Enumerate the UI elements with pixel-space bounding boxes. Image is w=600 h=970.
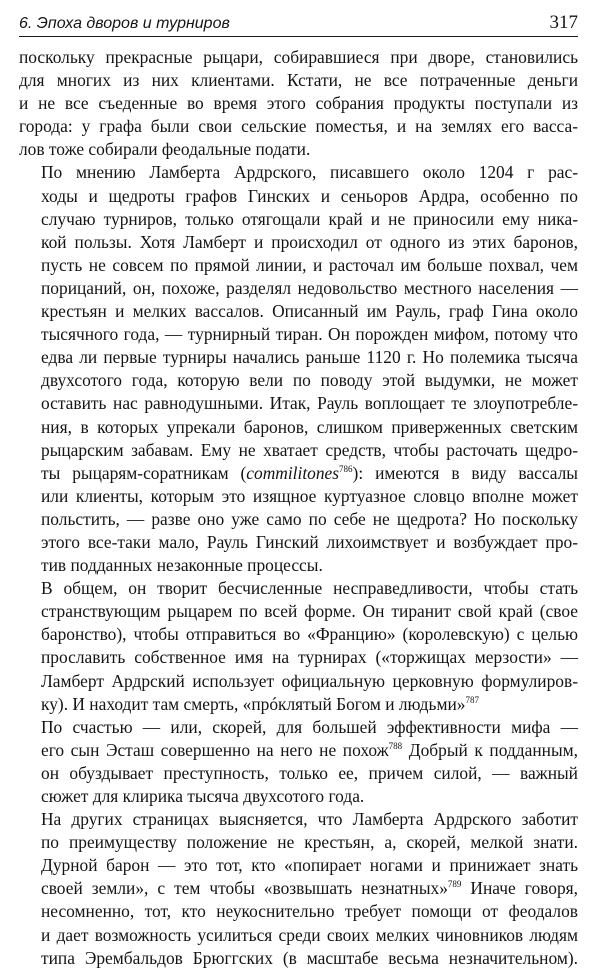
paragraph-5 <box>19 808 578 970</box>
text-line: случаю турниров, только отягощали край и не приносили ему ника- <box>41 208 578 229</box>
footnote-ref-786[interactable]: 786 <box>339 463 353 474</box>
running-title: 6. Эпоха дворов и турниров <box>19 15 230 32</box>
text-line: по преимуществу положение не крестьян, а, скорей, мелкой знати. <box>41 832 578 853</box>
text-fragment: Иначе говоря, <box>461 878 578 899</box>
text-line: он обуздывает преступность, только ее, причем силой, — важный <box>41 762 578 783</box>
text-line-with-footnote <box>19 877 578 900</box>
text-line: крестьян и мелких вассалов. Описанный им Рауль, граф Гина около <box>41 301 578 322</box>
text-line: прославить собственное имя на турнирах («торжищах мерзости» — <box>41 647 578 668</box>
footnote-ref-788[interactable]: 788 <box>388 741 403 752</box>
running-header <box>19 8 578 37</box>
text-fragment: ку). И находит там смерть, «прóклятый Богом и людьми» <box>41 693 466 714</box>
text-line: лов тоже собирали феодальные подати. <box>19 139 311 160</box>
text-line: Дурной барон — это тот, кто «попирает ногами и принижает знать <box>41 855 578 876</box>
text-line: кой пользы. Хотя Ламберт и происходил от одного из этих баронов, <box>41 231 578 252</box>
text-line: и дает возможность усилиться среди своих мелких чиновников людям <box>41 924 578 945</box>
text-line: оставить нас равнодушными. Итак, Рауль воплощает те злоупотребле- <box>41 393 578 414</box>
text-line: и не все съеденные во время этого собрания продукты поступали из <box>19 93 578 114</box>
body-text <box>19 37 578 970</box>
text-line: двухсотого года, которую вели по поводу этой выдумки, не может <box>41 370 578 391</box>
text-line: По счастью — или, скорей, для большей эффективности мифа — <box>41 716 578 737</box>
text-line: едва ли первые турниры начались раньше 1120 г. Но полемика тысяча <box>41 347 578 368</box>
text-line: польстить, — разве оно уже само по себе не щедрота? Но поскольку <box>41 508 578 529</box>
text-line: ходы и щедроты графов Гинских и сеньоров Ардра, особенно по <box>41 185 578 206</box>
text-fragment: ): имеются в виду вассалы <box>352 462 578 483</box>
text-line: поскольку прекрасные рыцари, собиравшиеся при дворе, становились <box>19 47 578 67</box>
text-line: для многих из них клиентами. Кстати, не все потраченные деньги <box>19 70 578 91</box>
text-line: типа Эрембальдов Брюггских (в масштабе весьма незначительном). <box>41 947 578 968</box>
text-fragment: ты рыцарям-соратникам ( <box>41 462 247 483</box>
text-line-with-footnote <box>19 462 578 485</box>
text-line: Ламберт Ардрский использует официальную церковную формулиров- <box>41 670 578 691</box>
text-line: рыцарским забавам. Ему не хватает средств, чтобы расточать щедро- <box>41 439 578 460</box>
text-line: странствующим рыцарем по всей форме. Он тиранит свой край (свое <box>41 601 578 622</box>
paragraph-2 <box>19 161 578 577</box>
text-line: тив подданных незаконные процессы. <box>41 555 323 576</box>
text-line: баронство), чтобы отправиться во «Францию» (королевскую) с целью <box>41 624 578 645</box>
paragraph-1 <box>19 46 578 161</box>
text-line: ния, в которых упрекали баронов, слишком приверженных светским <box>41 416 578 437</box>
text-line-with-footnote <box>19 693 578 716</box>
text-fragment: Добрый к подданным, <box>402 739 578 760</box>
latin-term: commilitones <box>246 462 340 483</box>
text-line: порицаний, он, похоже, разделял недовольство местного населения — <box>41 277 578 298</box>
text-fragment: своей земли», с тем чтобы «возвышать незнатных» <box>41 878 448 899</box>
text-line: несомненно, тот, кто неукоснительно требует помощи от феодалов <box>41 901 578 922</box>
footnote-ref-787[interactable]: 787 <box>465 694 479 705</box>
text-line: этого все-таки мало, Рауль Гинский лихоимствует и возбуждает про- <box>41 531 578 552</box>
text-line: города: у графа были свои сельские поместья, и на землях его васса- <box>19 116 578 137</box>
text-line: В общем, он творит бесчисленные несправедливости, чтобы стать <box>41 578 578 599</box>
text-line: сюжет для клирика тысяча двухсотого года. <box>41 786 365 806</box>
text-line: На других страницах выясняется, что Ламберта Ардрского заботит <box>41 809 578 830</box>
text-line: По мнению Ламберта Ардрского, писавшего около 1204 г рас- <box>41 162 578 183</box>
text-line: тысячного года, — турнирный тиран. Он порожден мифом, потому что <box>41 324 578 345</box>
footnote-ref-789[interactable]: 789 <box>447 879 462 890</box>
text-fragment: его сын Эсташ совершенно на него не похож <box>41 739 389 760</box>
paragraph-3 <box>19 577 578 716</box>
text-line: или клиенты, которым это изящное куртуазное словцо вполне может <box>41 485 578 506</box>
page-number: 317 <box>549 12 578 33</box>
text-line-with-footnote <box>19 739 578 762</box>
text-line: пусть не совсем по прямой линии, и расточал им больше похвал, чем <box>41 254 578 275</box>
paragraph-4 <box>19 716 578 808</box>
